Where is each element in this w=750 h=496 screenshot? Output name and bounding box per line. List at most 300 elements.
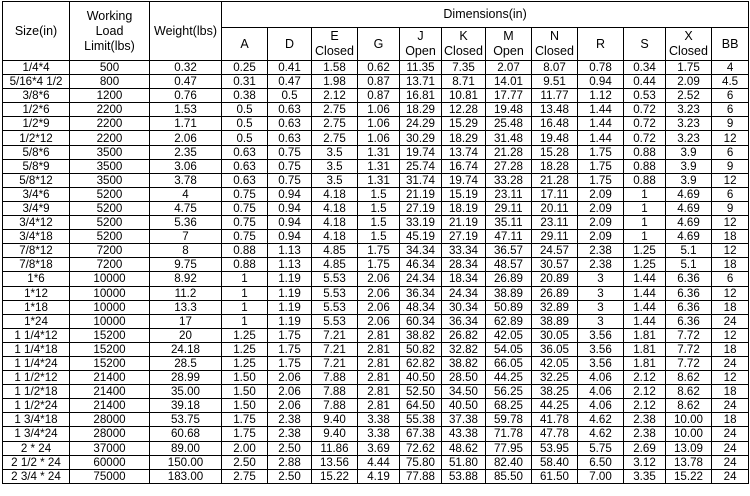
table-cell: 21400: [70, 385, 150, 399]
table-cell: 16.81: [400, 89, 442, 103]
table-cell: 3.35: [624, 469, 666, 483]
table-cell: 5200: [70, 201, 150, 215]
table-cell: 6.36: [666, 272, 712, 286]
table-cell: 4.85: [312, 258, 358, 272]
table-cell: 38.25: [532, 385, 578, 399]
table-cell: 2.88: [268, 455, 312, 469]
table-cell: 1: [222, 314, 268, 328]
table-cell: 21400: [70, 399, 150, 413]
table-cell: 2.38: [624, 413, 666, 427]
table-cell: 3/4*12: [3, 216, 70, 230]
table-cell: 2.38: [268, 427, 312, 441]
table-cell: 0.31: [222, 75, 268, 89]
table-cell: 1*18: [3, 300, 70, 314]
table-cell: 89.00: [150, 441, 222, 455]
table-cell: 2.09: [578, 201, 624, 215]
table-cell: 1.71: [150, 117, 222, 131]
table-cell: 18: [712, 300, 749, 314]
table-cell: 28.99: [150, 371, 222, 385]
table-cell: 2200: [70, 103, 150, 117]
table-cell: 42.05: [486, 328, 532, 342]
table-cell: 50.82: [400, 342, 442, 356]
table-cell: 2.69: [624, 441, 666, 455]
table-cell: 32.25: [532, 371, 578, 385]
table-cell: 1.13: [268, 258, 312, 272]
table-cell: 1.31: [358, 173, 400, 187]
table-cell: 1.13: [268, 244, 312, 258]
table-cell: 4.69: [666, 216, 712, 230]
header-dim-label: A: [240, 36, 249, 51]
header-dim-letter: E: [330, 29, 339, 43]
table-cell: 4.5: [712, 75, 749, 89]
table-cell: 56.25: [486, 385, 532, 399]
table-cell: 1.81: [624, 342, 666, 356]
table-cell: 150.00: [150, 455, 222, 469]
table-cell: 32.89: [532, 300, 578, 314]
table-cell: 0.94: [268, 230, 312, 244]
table-cell: 12: [712, 286, 749, 300]
table-cell: 4.69: [666, 230, 712, 244]
table-cell: 39.18: [150, 399, 222, 413]
table-cell: 28.5: [150, 356, 222, 370]
table-cell: 1*12: [3, 286, 70, 300]
table-cell: 24.57: [532, 244, 578, 258]
table-cell: 37.38: [442, 413, 486, 427]
table-cell: 82.40: [486, 455, 532, 469]
table-cell: 77.95: [486, 441, 532, 455]
table-cell: 1.81: [624, 356, 666, 370]
table-row: [3, 356, 749, 370]
table-cell: 0.44: [624, 75, 666, 89]
table-cell: 3.9: [666, 159, 712, 173]
table-cell: 24: [712, 314, 749, 328]
table-cell: 4.69: [666, 201, 712, 215]
table-cell: 2.75: [222, 469, 268, 483]
table-row: [3, 286, 749, 300]
table-cell: 1.44: [624, 300, 666, 314]
table-cell: 3: [578, 286, 624, 300]
table-cell: 18.19: [442, 201, 486, 215]
table-cell: 1/4*4: [3, 61, 70, 75]
table-cell: 7/8*12: [3, 244, 70, 258]
table-cell: 5/8*12: [3, 173, 70, 187]
table-cell: 4.18: [312, 216, 358, 230]
table-cell: 1.31: [358, 159, 400, 173]
table-body: [3, 61, 749, 484]
table-cell: 28000: [70, 427, 150, 441]
table-cell: 1.44: [624, 314, 666, 328]
table-cell: 13.71: [400, 75, 442, 89]
table-cell: 30.57: [532, 258, 578, 272]
table-cell: 24: [712, 455, 749, 469]
table-cell: 31.48: [486, 131, 532, 145]
table-cell: 3.23: [666, 117, 712, 131]
table-cell: 4.62: [578, 427, 624, 441]
table-cell: 1.50: [222, 385, 268, 399]
table-cell: 60.68: [150, 427, 222, 441]
table-cell: 0.94: [268, 187, 312, 201]
table-cell: 38.82: [400, 328, 442, 342]
table-cell: 1.5: [358, 216, 400, 230]
header-dim-label: S: [640, 36, 649, 51]
header-dim-label: Closed: [535, 44, 574, 58]
table-cell: 3.78: [150, 173, 222, 187]
table-cell: 1.44: [624, 286, 666, 300]
table-cell: 1: [624, 187, 666, 201]
table-cell: 0.75: [268, 159, 312, 173]
header-wll-line1: Working: [86, 8, 133, 23]
table-row: [3, 342, 749, 356]
table-cell: 0.76: [150, 89, 222, 103]
table-cell: 12: [712, 173, 749, 187]
header-dim-label: Closed: [315, 44, 354, 58]
table-cell: 1.75: [268, 328, 312, 342]
table-cell: 1.75: [666, 61, 712, 75]
table-cell: 9: [712, 201, 749, 215]
table-cell: 19.48: [486, 103, 532, 117]
table-cell: 4.06: [578, 385, 624, 399]
table-cell: 0.75: [222, 187, 268, 201]
table-cell: 2.38: [268, 413, 312, 427]
table-cell: 29.11: [486, 201, 532, 215]
table-cell: 1.75: [268, 342, 312, 356]
table-cell: 1 3/4*18: [3, 413, 70, 427]
table-cell: 0.53: [624, 89, 666, 103]
table-cell: 7.21: [312, 356, 358, 370]
table-cell: 9.40: [312, 413, 358, 427]
table-cell: 23.11: [486, 187, 532, 201]
table-cell: 3.5: [312, 173, 358, 187]
table-cell: 1.25: [222, 342, 268, 356]
table-cell: 48.57: [486, 258, 532, 272]
table-cell: 0.5: [222, 103, 268, 117]
table-cell: 0.63: [222, 173, 268, 187]
table-cell: 25.74: [400, 159, 442, 173]
table-cell: 2.50: [268, 441, 312, 455]
table-cell: 2.06: [358, 286, 400, 300]
table-cell: 9.40: [312, 427, 358, 441]
table-cell: 14.01: [486, 75, 532, 89]
table-cell: 18: [712, 342, 749, 356]
table-row: [3, 216, 749, 230]
table-cell: 26.89: [486, 272, 532, 286]
table-cell: 1.44: [624, 272, 666, 286]
table-cell: 0.94: [268, 216, 312, 230]
table-cell: 5.53: [312, 272, 358, 286]
header-dim-letter: J: [417, 29, 424, 43]
table-cell: 53.95: [532, 441, 578, 455]
table-row: [3, 201, 749, 215]
table-cell: 38.89: [532, 314, 578, 328]
table-cell: 6.50: [578, 455, 624, 469]
table-cell: 1.19: [268, 286, 312, 300]
table-row: [3, 75, 749, 89]
table-cell: 24: [712, 399, 749, 413]
table-cell: 2.75: [312, 131, 358, 145]
table-cell: 7: [150, 230, 222, 244]
table-cell: 7.88: [312, 371, 358, 385]
table-cell: 3/4*6: [3, 187, 70, 201]
table-cell: 52.50: [400, 385, 442, 399]
table-cell: 6: [712, 103, 749, 117]
table-cell: 12: [712, 371, 749, 385]
table-cell: 0.88: [222, 258, 268, 272]
table-cell: 4.69: [666, 187, 712, 201]
table-row: [3, 159, 749, 173]
table-cell: 1/2*6: [3, 103, 70, 117]
table-cell: 1 1/2*18: [3, 385, 70, 399]
table-cell: 13.3: [150, 300, 222, 314]
table-cell: 1.75: [578, 145, 624, 159]
table-cell: 2.50: [222, 455, 268, 469]
table-row: [3, 145, 749, 159]
table-cell: 9.51: [532, 75, 578, 89]
table-cell: 18.28: [532, 159, 578, 173]
table-cell: 7.72: [666, 356, 712, 370]
table-cell: 1.06: [358, 131, 400, 145]
table-cell: 15.22: [666, 469, 712, 483]
table-cell: 62.89: [486, 314, 532, 328]
table-cell: 18.34: [442, 272, 486, 286]
table-row: [3, 173, 749, 187]
table-cell: 44.25: [532, 399, 578, 413]
header-dim-letter: N: [549, 29, 560, 43]
table-cell: 7.00: [578, 469, 624, 483]
table-cell: 20: [150, 328, 222, 342]
table-cell: 71.78: [486, 427, 532, 441]
table-cell: 28.34: [442, 258, 486, 272]
table-cell: 35.11: [486, 216, 532, 230]
table-cell: 15.19: [442, 187, 486, 201]
table-cell: 2.06: [358, 300, 400, 314]
table-cell: 15200: [70, 328, 150, 342]
table-cell: 61.50: [532, 469, 578, 483]
table-cell: 3.38: [358, 427, 400, 441]
table-cell: 26.89: [532, 286, 578, 300]
table-cell: 5200: [70, 230, 150, 244]
header-dim-col: [486, 28, 532, 61]
table-cell: 8.62: [666, 399, 712, 413]
table-cell: 77.88: [400, 469, 442, 483]
table-cell: 5/16*4 1/2: [3, 75, 70, 89]
table-cell: 1.53: [150, 103, 222, 117]
table-cell: 2.06: [268, 385, 312, 399]
table-cell: 0.75: [222, 216, 268, 230]
header-dim-letter: K: [459, 29, 468, 43]
table-cell: 34.34: [400, 244, 442, 258]
table-cell: 18.29: [442, 131, 486, 145]
table-cell: 51.80: [442, 455, 486, 469]
table-cell: 6.36: [666, 314, 712, 328]
table-cell: 2.81: [358, 328, 400, 342]
table-cell: 3.23: [666, 103, 712, 117]
table-cell: 7.21: [312, 342, 358, 356]
table-cell: 2.35: [150, 145, 222, 159]
table-cell: 1.06: [358, 103, 400, 117]
table-row: [3, 103, 749, 117]
table-row: [3, 300, 749, 314]
table-cell: 2.09: [666, 75, 712, 89]
header-dim-letter: M: [503, 29, 514, 43]
table-cell: 2.09: [578, 216, 624, 230]
table-cell: 33.19: [400, 216, 442, 230]
table-cell: 183.00: [150, 469, 222, 483]
table-cell: 38.82: [442, 356, 486, 370]
table-cell: 4.18: [312, 230, 358, 244]
table-cell: 16.74: [442, 159, 486, 173]
table-cell: 0.88: [624, 159, 666, 173]
table-cell: 28.50: [442, 371, 486, 385]
table-cell: 0.78: [578, 61, 624, 75]
table-cell: 4.06: [578, 371, 624, 385]
table-cell: 1/2*12: [3, 131, 70, 145]
table-cell: 67.38: [400, 427, 442, 441]
table-cell: 19.48: [532, 131, 578, 145]
table-cell: 2.06: [358, 314, 400, 328]
table-row: [3, 314, 749, 328]
table-cell: 500: [70, 61, 150, 75]
table-cell: 1: [222, 286, 268, 300]
table-cell: 1.44: [578, 117, 624, 131]
table-cell: 2.38: [578, 244, 624, 258]
table-cell: 60000: [70, 455, 150, 469]
table-row: [3, 441, 749, 455]
table-cell: 6: [712, 89, 749, 103]
table-cell: 31.74: [400, 173, 442, 187]
table-cell: 1.44: [578, 103, 624, 117]
table-cell: 1.5: [358, 230, 400, 244]
table-cell: 8.71: [442, 75, 486, 89]
table-cell: 53.75: [150, 413, 222, 427]
header-dim-label: Closed: [669, 44, 708, 58]
header-dim-col: [624, 28, 666, 61]
table-cell: 5200: [70, 216, 150, 230]
table-cell: 2.81: [358, 385, 400, 399]
table-cell: 47.78: [532, 427, 578, 441]
table-cell: 10000: [70, 314, 150, 328]
header-dim-col: [442, 28, 486, 61]
table-cell: 11.35: [400, 61, 442, 75]
table-cell: 5.36: [150, 216, 222, 230]
header-dim-col: [712, 28, 749, 61]
table-cell: 48.62: [442, 441, 486, 455]
table-cell: 4.06: [578, 399, 624, 413]
table-cell: 12: [712, 216, 749, 230]
table-cell: 1.25: [222, 328, 268, 342]
table-cell: 30.34: [442, 300, 486, 314]
table-cell: 2.00: [222, 441, 268, 455]
table-cell: 5.75: [578, 441, 624, 455]
table-cell: 40.50: [400, 371, 442, 385]
table-cell: 5.53: [312, 314, 358, 328]
table-cell: 41.78: [532, 413, 578, 427]
table-cell: 6.36: [666, 286, 712, 300]
table-cell: 1200: [70, 89, 150, 103]
table-cell: 1.75: [222, 427, 268, 441]
table-cell: 27.19: [442, 230, 486, 244]
table-cell: 11.2: [150, 286, 222, 300]
table-cell: 64.50: [400, 399, 442, 413]
table-cell: 1.50: [222, 371, 268, 385]
table-cell: 1 1/2*12: [3, 371, 70, 385]
table-cell: 7200: [70, 244, 150, 258]
table-cell: 10.00: [666, 427, 712, 441]
table-cell: 18.29: [400, 103, 442, 117]
table-cell: 1: [222, 300, 268, 314]
table-row: [3, 371, 749, 385]
table-cell: 27.28: [486, 159, 532, 173]
table-cell: 3.56: [578, 342, 624, 356]
table-cell: 36.34: [400, 286, 442, 300]
header-dim-label: R: [595, 36, 606, 51]
table-cell: 4: [150, 187, 222, 201]
table-cell: 68.25: [486, 399, 532, 413]
table-cell: 2.81: [358, 356, 400, 370]
table-row: [3, 89, 749, 103]
table-cell: 3/4*9: [3, 201, 70, 215]
header-dim-label: D: [284, 36, 295, 51]
table-cell: 1.5: [358, 201, 400, 215]
table-cell: 1.75: [222, 413, 268, 427]
table-cell: 53.88: [442, 469, 486, 483]
table-cell: 15200: [70, 342, 150, 356]
table-cell: 2.06: [268, 399, 312, 413]
table-cell: 29.11: [532, 230, 578, 244]
table-cell: 1: [624, 216, 666, 230]
table-cell: 1*24: [3, 314, 70, 328]
table-cell: 2.06: [358, 272, 400, 286]
table-cell: 42.05: [532, 356, 578, 370]
header-wll-line2: Load: [95, 23, 124, 38]
table-cell: 72.62: [400, 441, 442, 455]
table-cell: 0.63: [268, 103, 312, 117]
table-cell: 18: [712, 413, 749, 427]
table-cell: 13.78: [666, 455, 712, 469]
table-cell: 10000: [70, 272, 150, 286]
table-cell: 1.58: [312, 61, 358, 75]
table-cell: 1.25: [624, 258, 666, 272]
table-cell: 21.19: [400, 187, 442, 201]
table-cell: 3.06: [150, 159, 222, 173]
table-cell: 0.38: [222, 89, 268, 103]
table-cell: 5.53: [312, 300, 358, 314]
table-cell: 1 1/4*18: [3, 342, 70, 356]
header-dim-col: [400, 28, 442, 61]
table-row: [3, 469, 749, 483]
table-cell: 2.52: [666, 89, 712, 103]
table-cell: 0.34: [624, 61, 666, 75]
table-cell: 59.78: [486, 413, 532, 427]
table-cell: 18: [712, 385, 749, 399]
table-cell: 0.87: [358, 75, 400, 89]
table-cell: 3: [578, 272, 624, 286]
table-cell: 1*6: [3, 272, 70, 286]
table-cell: 7.21: [312, 328, 358, 342]
table-cell: 24: [712, 441, 749, 455]
table-cell: 11.77: [532, 89, 578, 103]
table-cell: 5200: [70, 187, 150, 201]
table-cell: 1.5: [358, 187, 400, 201]
header-dim-col: [358, 28, 400, 61]
table-cell: 3.23: [666, 131, 712, 145]
table-cell: 0.5: [222, 131, 268, 145]
table-cell: 2.06: [268, 371, 312, 385]
table-row: [3, 258, 749, 272]
table-cell: 40.50: [442, 399, 486, 413]
table-cell: 15200: [70, 356, 150, 370]
table-cell: 0.47: [150, 75, 222, 89]
table-cell: 17.77: [486, 89, 532, 103]
